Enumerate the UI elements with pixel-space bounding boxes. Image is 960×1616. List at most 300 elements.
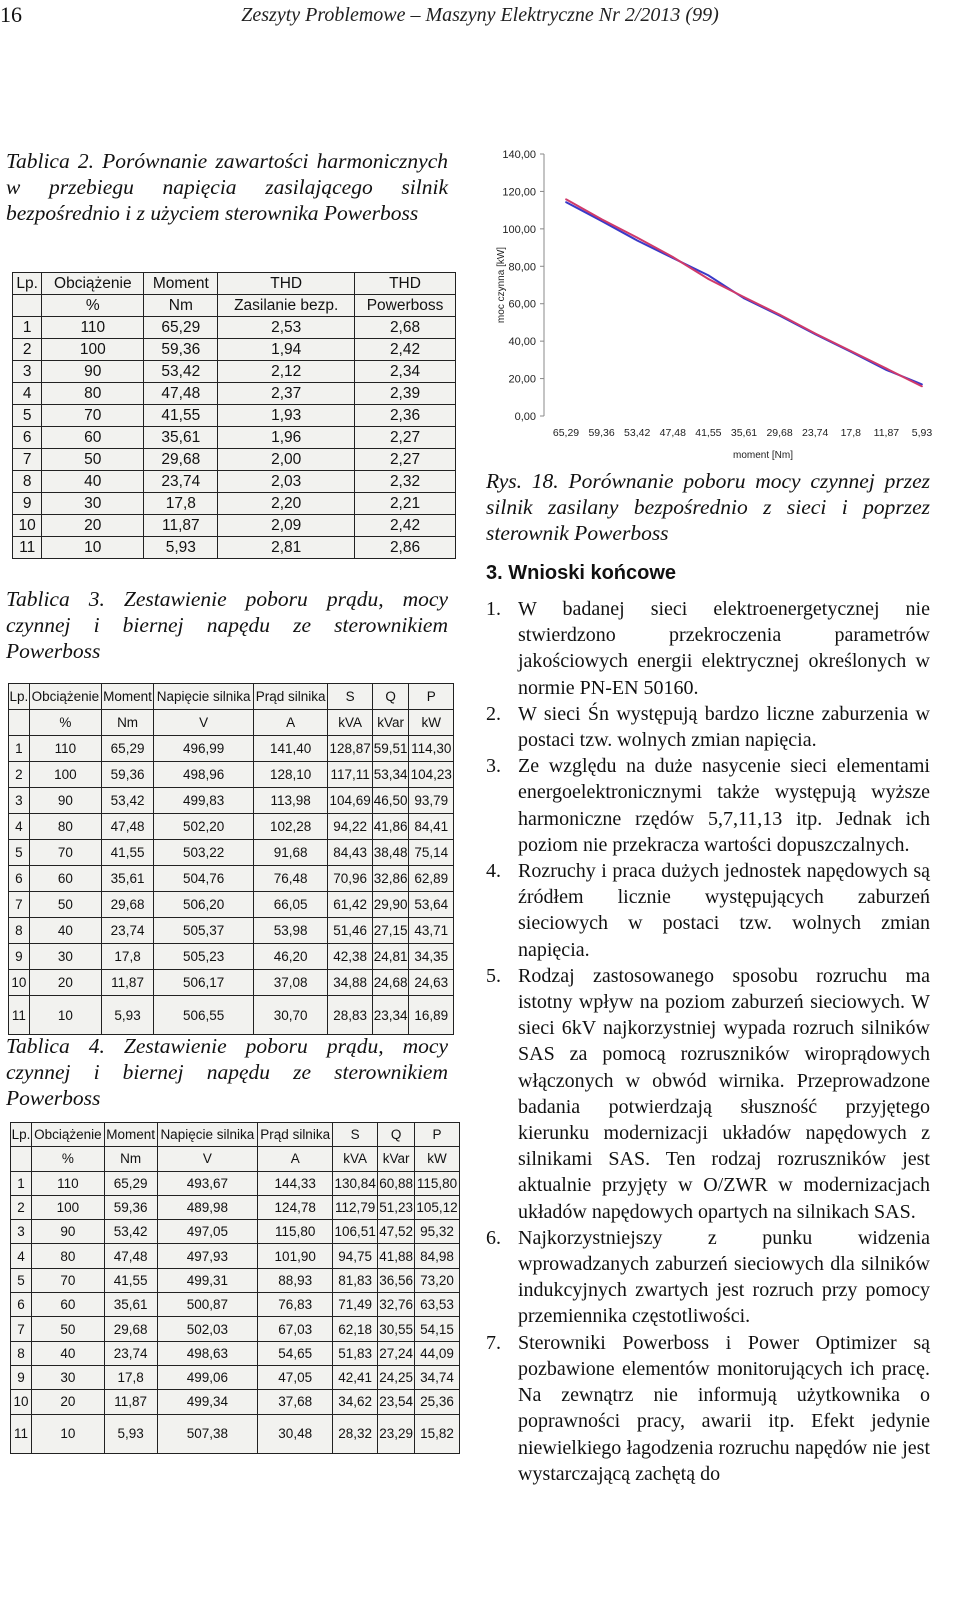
table-cell: 2,86 xyxy=(355,537,456,559)
conclusion-item xyxy=(486,963,930,1225)
conclusion-item xyxy=(486,1225,930,1330)
x-tick-label: 23,74 xyxy=(802,427,829,439)
table-cell: 43,71 xyxy=(409,918,454,944)
table-header-row xyxy=(9,684,454,710)
table-cell xyxy=(9,710,30,736)
table-cell: Q xyxy=(378,1123,415,1147)
table-cell: 3 xyxy=(11,1220,32,1244)
table-cell: 496,99 xyxy=(154,736,254,762)
table-cell: 4 xyxy=(11,1244,32,1268)
table-cell: S xyxy=(328,684,372,710)
table-cell: 505,37 xyxy=(154,918,254,944)
table-cell: 37,08 xyxy=(253,970,327,996)
x-tick-label: 41,55 xyxy=(695,427,722,439)
table-cell: 91,68 xyxy=(253,840,327,866)
table-cell: 11 xyxy=(9,996,30,1035)
table-cell: 53,42 xyxy=(104,1220,157,1244)
table-cell: 27,15 xyxy=(372,918,409,944)
y-tick-label: 80,00 xyxy=(508,261,536,274)
table-cell: 35,61 xyxy=(144,427,218,449)
table-cell: % xyxy=(42,295,144,317)
table-cell: 5,93 xyxy=(104,1414,157,1453)
table3 xyxy=(8,683,454,1035)
table-cell: 117,11 xyxy=(328,762,372,788)
table-cell: 128,10 xyxy=(253,762,327,788)
table-cell: 30 xyxy=(29,944,101,970)
table-cell: 29,68 xyxy=(144,449,218,471)
figure-caption: Rys. 18. Porównanie poboru mocy czynnej przez silnik zasilany bezpośrednio z sieci i poprzez sterownik Powerboss xyxy=(486,469,930,545)
table-cell: 29,68 xyxy=(101,892,153,918)
table-cell: 5 xyxy=(11,1268,32,1292)
table-cell: 2 xyxy=(11,1195,32,1219)
table-cell: 2 xyxy=(13,339,42,361)
table-cell: 1 xyxy=(13,317,42,339)
table-cell: 8 xyxy=(13,471,42,493)
table-cell: 23,29 xyxy=(378,1414,415,1453)
table-cell: 6 xyxy=(13,427,42,449)
table-cell: 8 xyxy=(9,918,30,944)
table-cell: 62,89 xyxy=(409,866,454,892)
y-tick-label: 120,00 xyxy=(502,186,536,199)
table-cell: 23,34 xyxy=(372,996,409,1035)
x-tick-label: 5,93 xyxy=(911,427,933,439)
table-cell: 60 xyxy=(29,866,101,892)
table-cell: 41,55 xyxy=(104,1268,157,1292)
table-cell: 10 xyxy=(11,1390,32,1414)
conclusions-list xyxy=(486,596,930,1487)
table-cell: 80 xyxy=(31,1244,104,1268)
table-cell: 47,48 xyxy=(104,1244,157,1268)
table-row xyxy=(9,970,454,996)
table-cell: 4 xyxy=(13,383,42,405)
table-cell: 47,48 xyxy=(144,383,218,405)
table-unit-row xyxy=(9,710,454,736)
table-cell: P xyxy=(409,684,454,710)
table-cell: 70 xyxy=(31,1268,104,1292)
table-row xyxy=(13,317,456,339)
table-cell: 34,62 xyxy=(333,1390,378,1414)
table-cell: 88,93 xyxy=(258,1268,333,1292)
table-cell: 41,86 xyxy=(372,814,409,840)
table-row xyxy=(13,449,456,471)
x-tick-label: 35,61 xyxy=(730,427,758,439)
table-cell: Nm xyxy=(144,295,218,317)
table-cell: 70 xyxy=(42,405,144,427)
table-cell: 2,37 xyxy=(218,383,355,405)
table-cell: Prąd silnika xyxy=(253,684,327,710)
table-cell: 30,70 xyxy=(253,996,327,1035)
data-point xyxy=(672,256,674,258)
table-row xyxy=(9,892,454,918)
table-row xyxy=(13,383,456,405)
table-cell: 1 xyxy=(11,1171,32,1195)
data-point xyxy=(814,333,816,335)
conclusion-number: 5. xyxy=(486,964,501,987)
data-point xyxy=(886,368,888,370)
table-cell: Nm xyxy=(104,1147,157,1171)
table-cell: 47,52 xyxy=(378,1220,415,1244)
table-cell: 499,31 xyxy=(157,1268,258,1292)
table-cell: 20 xyxy=(42,515,144,537)
conclusion-item xyxy=(486,701,930,753)
table-cell: 128,87 xyxy=(328,736,372,762)
table-row xyxy=(13,405,456,427)
table-row xyxy=(11,1317,460,1341)
table-cell: 11 xyxy=(13,537,42,559)
table-cell: 84,43 xyxy=(328,840,372,866)
table-cell: 50 xyxy=(29,892,101,918)
conclusion-number: 7. xyxy=(486,1331,501,1354)
table-cell: 90 xyxy=(31,1220,104,1244)
data-point xyxy=(636,237,638,239)
table-cell: 53,64 xyxy=(409,892,454,918)
table-row xyxy=(11,1293,460,1317)
table-cell: 53,98 xyxy=(253,918,327,944)
table-cell: 30 xyxy=(31,1365,104,1389)
y-tick-label: 20,00 xyxy=(508,373,536,386)
table-row xyxy=(13,339,456,361)
table-cell: 40 xyxy=(29,918,101,944)
table-row xyxy=(9,944,454,970)
table-cell: kVar xyxy=(372,710,409,736)
data-point xyxy=(921,385,923,387)
table-cell: 63,53 xyxy=(415,1293,460,1317)
table-cell: 27,24 xyxy=(378,1341,415,1365)
data-point xyxy=(850,350,852,352)
table-cell: 6 xyxy=(9,866,30,892)
table-cell: Napięcie silnika xyxy=(154,684,254,710)
table-cell: 35,61 xyxy=(101,866,153,892)
table-cell: Lp. xyxy=(13,273,42,295)
table-cell: 47,48 xyxy=(101,814,153,840)
table-row xyxy=(9,866,454,892)
data-point xyxy=(708,274,710,276)
table-cell: kW xyxy=(409,710,454,736)
table-cell: 38,48 xyxy=(372,840,409,866)
table-cell: 2,39 xyxy=(355,383,456,405)
table-cell: 2 xyxy=(9,762,30,788)
table-cell: Napięcie silnika xyxy=(157,1123,258,1147)
table-row xyxy=(13,493,456,515)
table-cell: 8 xyxy=(11,1341,32,1365)
table-cell: 2,68 xyxy=(355,317,456,339)
table-cell: 499,83 xyxy=(154,788,254,814)
table-cell: 34,88 xyxy=(328,970,372,996)
table-row xyxy=(9,736,454,762)
table-cell: 16,89 xyxy=(409,996,454,1035)
table-cell: 93,79 xyxy=(409,788,454,814)
table-cell: 94,75 xyxy=(333,1244,378,1268)
conclusion-number: 6. xyxy=(486,1226,501,1249)
table-cell: 70 xyxy=(29,840,101,866)
table-row xyxy=(9,840,454,866)
table-row xyxy=(11,1365,460,1389)
table-cell: Obciążenie xyxy=(31,1123,104,1147)
table-cell: 115,80 xyxy=(415,1171,460,1195)
table-cell: 9 xyxy=(13,493,42,515)
table-row xyxy=(13,361,456,383)
table-cell: 2,00 xyxy=(218,449,355,471)
table-cell: 110 xyxy=(31,1171,104,1195)
power-chart xyxy=(482,142,948,462)
table-cell: 36,56 xyxy=(378,1268,415,1292)
table-cell: 61,42 xyxy=(328,892,372,918)
table-cell: 7 xyxy=(9,892,30,918)
page-header xyxy=(0,2,960,36)
table-cell: 493,67 xyxy=(157,1171,258,1195)
table-cell: 59,51 xyxy=(372,736,409,762)
table-cell: 75,14 xyxy=(409,840,454,866)
table-cell: 20 xyxy=(29,970,101,996)
table-cell: 84,98 xyxy=(415,1244,460,1268)
table-row xyxy=(9,996,454,1035)
table-cell: 60,88 xyxy=(378,1171,415,1195)
table-cell: 506,55 xyxy=(154,996,254,1035)
table-cell: 29,90 xyxy=(372,892,409,918)
table-cell: 130,84 xyxy=(333,1171,378,1195)
table-cell: 104,23 xyxy=(409,762,454,788)
table-cell: 84,41 xyxy=(409,814,454,840)
table-cell: A xyxy=(258,1147,333,1171)
table-cell: 47,05 xyxy=(258,1365,333,1389)
table-cell: 124,78 xyxy=(258,1195,333,1219)
table-cell: THD xyxy=(355,273,456,295)
table-cell xyxy=(13,295,42,317)
table-cell: 80 xyxy=(29,814,101,840)
table-row xyxy=(9,918,454,944)
table-cell: 23,54 xyxy=(378,1390,415,1414)
table-cell: 46,50 xyxy=(372,788,409,814)
table-cell: 90 xyxy=(29,788,101,814)
table-cell: 3 xyxy=(9,788,30,814)
table-cell: 2,36 xyxy=(355,405,456,427)
table-cell: 506,17 xyxy=(154,970,254,996)
table-cell: A xyxy=(253,710,327,736)
table-cell: Zasilanie bezp. xyxy=(218,295,355,317)
table-cell: 51,83 xyxy=(333,1341,378,1365)
table-cell: kVar xyxy=(378,1147,415,1171)
table-cell: 65,29 xyxy=(144,317,218,339)
table-cell: 507,38 xyxy=(157,1414,258,1453)
table-cell: 50 xyxy=(42,449,144,471)
table-cell: 17,8 xyxy=(101,944,153,970)
table-cell: 5,93 xyxy=(144,537,218,559)
table-cell: 10 xyxy=(29,996,101,1035)
table-cell: 51,46 xyxy=(328,918,372,944)
table-cell: 59,36 xyxy=(144,339,218,361)
journal-title: Zeszyty Problemowe – Maszyny Elektryczne Nr 2/2013 (99) xyxy=(241,4,719,26)
table-unit-row xyxy=(11,1147,460,1171)
table-row xyxy=(9,788,454,814)
table-cell: Lp. xyxy=(11,1123,32,1147)
table-cell: 7 xyxy=(13,449,42,471)
table-cell: 499,06 xyxy=(157,1365,258,1389)
table-cell: 94,22 xyxy=(328,814,372,840)
y-tick-label: 60,00 xyxy=(508,298,536,311)
table-cell: 10 xyxy=(31,1414,104,1453)
table-cell: 11,87 xyxy=(144,515,218,537)
table-cell: 3 xyxy=(13,361,42,383)
table-cell: 502,20 xyxy=(154,814,254,840)
table-cell: 144,33 xyxy=(258,1171,333,1195)
table-cell: kVA xyxy=(333,1147,378,1171)
table-cell: Moment xyxy=(101,684,153,710)
table-cell: 1,93 xyxy=(218,405,355,427)
table-cell: 23,74 xyxy=(144,471,218,493)
y-tick-label: 40,00 xyxy=(508,336,536,349)
table-cell: 81,83 xyxy=(333,1268,378,1292)
table-cell: 62,18 xyxy=(333,1317,378,1341)
table-cell: 60 xyxy=(42,427,144,449)
y-axis-label: moc czynna [kW] xyxy=(496,246,507,324)
table-cell: 44,09 xyxy=(415,1341,460,1365)
data-point xyxy=(708,278,710,280)
table-cell: 90 xyxy=(42,361,144,383)
table-cell: 10 xyxy=(42,537,144,559)
table-cell: 2,12 xyxy=(218,361,355,383)
table-cell: 2,20 xyxy=(218,493,355,515)
table-cell: 2,03 xyxy=(218,471,355,493)
table-row xyxy=(13,537,456,559)
table-row xyxy=(11,1414,460,1453)
table-header-row xyxy=(13,273,456,295)
table-cell: 2,27 xyxy=(355,427,456,449)
table-cell: 60 xyxy=(31,1293,104,1317)
conclusion-number: 3. xyxy=(486,755,501,778)
table-cell: 2,42 xyxy=(355,515,456,537)
table-cell: 489,98 xyxy=(157,1195,258,1219)
table-cell: 11 xyxy=(11,1414,32,1453)
table-cell: 20 xyxy=(31,1390,104,1414)
conclusions-heading: 3. Wnioski końcowe xyxy=(486,562,677,584)
x-tick-label: 65,29 xyxy=(552,427,580,439)
conclusion-number: 4. xyxy=(486,860,501,883)
table-cell: 4 xyxy=(9,814,30,840)
table-cell: 95,32 xyxy=(415,1220,460,1244)
table-cell: 73,20 xyxy=(415,1268,460,1292)
table-cell: 5 xyxy=(9,840,30,866)
table-row xyxy=(13,471,456,493)
table-cell: 497,93 xyxy=(157,1244,258,1268)
table-cell: 40 xyxy=(42,471,144,493)
conclusion-text: W sieci Śn występują bardzo liczne zaburzenia w postaci tzw. wolnych zmian napięcia. xyxy=(518,702,930,752)
table-cell: 2,53 xyxy=(218,317,355,339)
data-point xyxy=(601,218,603,220)
table-cell: kVA xyxy=(328,710,372,736)
table-cell: 2,81 xyxy=(218,537,355,559)
table-cell: THD xyxy=(218,273,355,295)
table-unit-row xyxy=(13,295,456,317)
conclusion-item xyxy=(486,596,930,701)
table-header-row xyxy=(11,1123,460,1147)
table-cell: 500,87 xyxy=(157,1293,258,1317)
table-cell: V xyxy=(157,1147,258,1171)
conclusion-item xyxy=(486,858,930,963)
table-row xyxy=(9,762,454,788)
table-cell: 41,55 xyxy=(101,840,153,866)
table-cell: 114,30 xyxy=(409,736,454,762)
data-point xyxy=(636,240,638,242)
table-cell: 51,23 xyxy=(378,1195,415,1219)
conclusion-text: Najkorzystniejszy z punku widzenia wprowadzanych zaburzeń sieciowych dla silników indukcyjnych zwartych jest rozruch przy pomocy przemiennika częstotliwości. xyxy=(518,1226,930,1328)
table-cell: 17,8 xyxy=(104,1365,157,1389)
conclusion-item xyxy=(486,1330,930,1487)
table-cell: 53,34 xyxy=(372,762,409,788)
table-cell: 2,21 xyxy=(355,493,456,515)
table-cell: 35,61 xyxy=(104,1293,157,1317)
table-row xyxy=(11,1220,460,1244)
table-cell: Powerboss xyxy=(355,295,456,317)
table-cell: 32,86 xyxy=(372,866,409,892)
table-cell: 80 xyxy=(42,383,144,405)
table-cell: 106,51 xyxy=(333,1220,378,1244)
table-cell: 28,83 xyxy=(328,996,372,1035)
table-cell: 15,82 xyxy=(415,1414,460,1453)
table-row xyxy=(11,1390,460,1414)
table3-caption: Tablica 3. Zestawienie poboru prądu, mocy czynnej i biernej napędu ze sterownikiem Powerboss xyxy=(6,587,448,663)
table-cell: 50 xyxy=(31,1317,104,1341)
table-cell: 46,20 xyxy=(253,944,327,970)
table-cell: % xyxy=(29,710,101,736)
table-row xyxy=(11,1244,460,1268)
table4-caption: Tablica 4. Zestawienie poboru prądu, mocy czynnej i biernej napędu ze sterownikiem Powerboss xyxy=(6,1034,448,1110)
table-cell: 5 xyxy=(13,405,42,427)
table-cell: 34,35 xyxy=(409,944,454,970)
table-cell: 30 xyxy=(42,493,144,515)
table-cell: 497,05 xyxy=(157,1220,258,1244)
table-cell: 10 xyxy=(9,970,30,996)
page-number: 16 xyxy=(0,2,22,27)
table-cell: 25,36 xyxy=(415,1390,460,1414)
table-cell: 65,29 xyxy=(101,736,153,762)
table-cell: 1,96 xyxy=(218,427,355,449)
table-cell: 6 xyxy=(11,1293,32,1317)
conclusion-text: Rozruchy i praca dużych jednostek napędowych są źródłem licznie występujących zaburzeń sieciowych w postaci tzw. wolnych zmian napięcia. xyxy=(518,860,930,961)
table-cell: 141,40 xyxy=(253,736,327,762)
x-tick-label: 29,68 xyxy=(766,427,793,439)
x-tick-label: 59,36 xyxy=(588,427,615,439)
table-cell: 505,23 xyxy=(154,944,254,970)
table-cell: 54,15 xyxy=(415,1317,460,1341)
table-cell: 71,49 xyxy=(333,1293,378,1317)
conclusion-text: Rodzaj zastosowanego sposobu rozruchu ma istotny wpływ na poziom zaburzeń sieciowych. W sieci 6kV najkorzystniej wypada rozruch silników SAS za pomocą rozruszników wiroprądowych włączonych w obwód wirnika. Przeprowadzone badania potwierdzają słuszność przyjętego kierunku modernizacji układów napędowych z silnikami SAS. Ten rodzaj rozruszników jest aktualnie przyjęty w O/ZWR w modernizacjach układów napędowych opartych na silnikach SAS. xyxy=(518,964,930,1223)
table-cell: 100 xyxy=(31,1195,104,1219)
table-cell: 105,12 xyxy=(415,1195,460,1219)
table-cell: 41,88 xyxy=(378,1244,415,1268)
table-cell: Moment xyxy=(104,1123,157,1147)
table-row xyxy=(13,515,456,537)
table2 xyxy=(12,272,456,559)
data-point xyxy=(565,201,567,203)
conclusion-number: 2. xyxy=(486,702,501,725)
table-cell: 17,8 xyxy=(144,493,218,515)
y-tick-label: 140,00 xyxy=(502,149,536,161)
table-cell: 1,94 xyxy=(218,339,355,361)
table-cell: 37,68 xyxy=(258,1390,333,1414)
table-cell: 9 xyxy=(9,944,30,970)
table-cell: 2,34 xyxy=(355,361,456,383)
table-cell xyxy=(11,1147,32,1171)
conclusion-text: Sterowniki Powerboss i Power Optimizer są pozbawione elementów monitorujących ich pracę. Na zewnątrz nie informują użytkownika o poprawności pracy, awarii itp. Efekt jedynie niewielkiego łagodzenia rozruchu napędów nie jest wystarczającą zachętą do xyxy=(518,1331,930,1485)
table-cell: 76,83 xyxy=(258,1293,333,1317)
table-cell: Q xyxy=(372,684,409,710)
table-cell: 112,79 xyxy=(333,1195,378,1219)
table-cell: 40 xyxy=(31,1341,104,1365)
table-cell: 504,76 xyxy=(154,866,254,892)
table-cell: 30,55 xyxy=(378,1317,415,1341)
table-cell: Obciążenie xyxy=(29,684,101,710)
table-cell: 10 xyxy=(13,515,42,537)
